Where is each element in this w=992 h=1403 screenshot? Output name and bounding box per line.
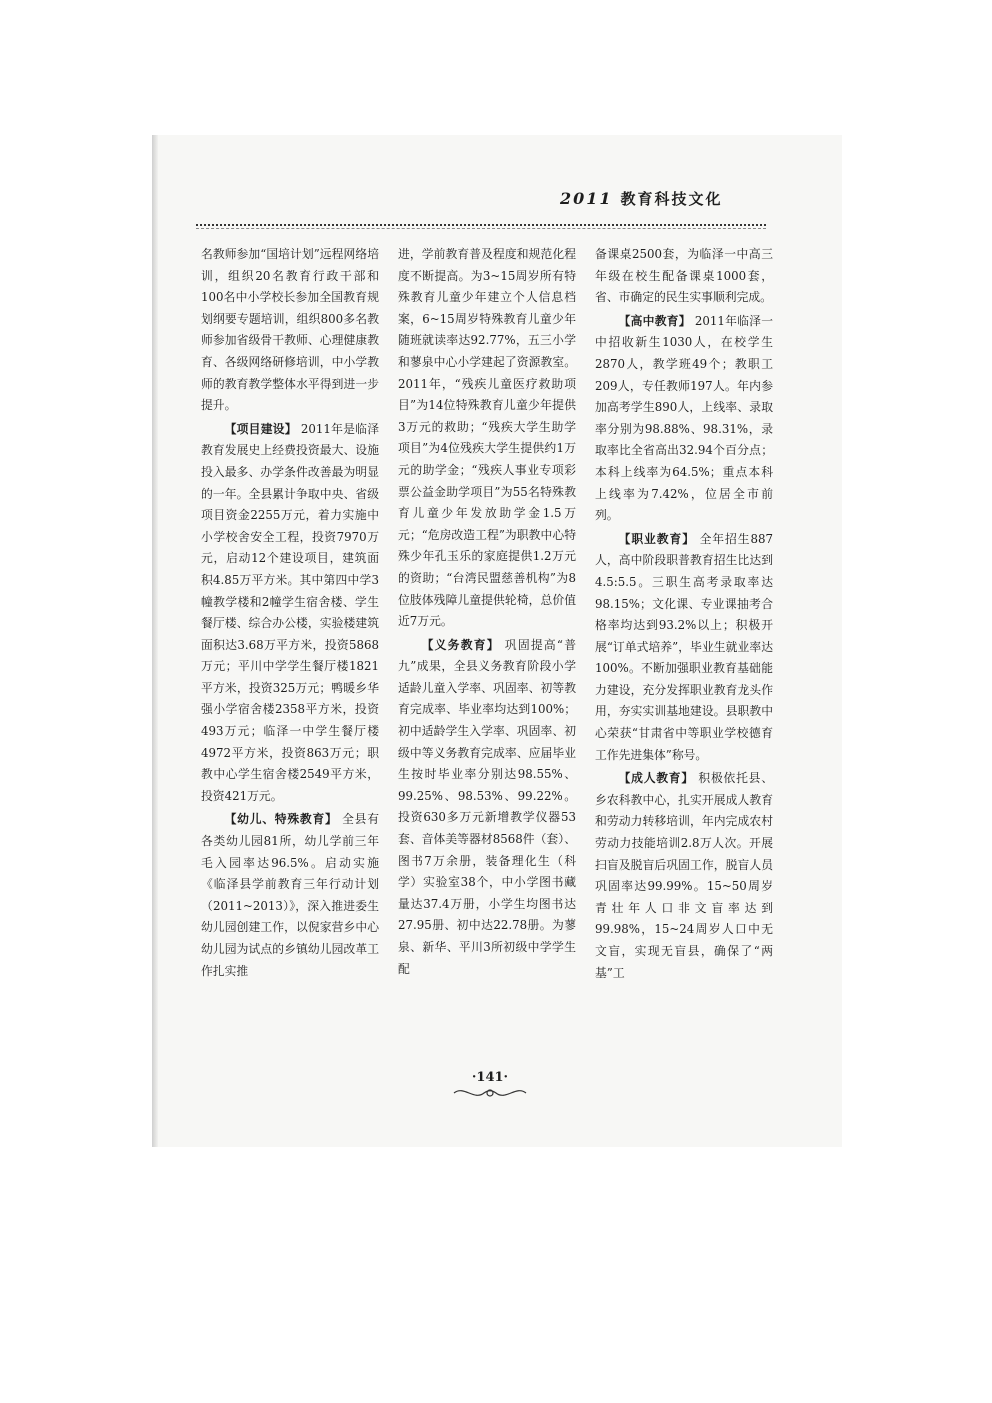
text-column-3 [595,244,773,984]
paragraph-body: 全年招生887人，高中阶段职普教育招生比达到4.5:5.5。三职生高考录取率达98.15%；文化课、专业课抽考合格率均达到93.2%以上；积极开展“订单式培养”，毕业生就业率达100%。不断加强职业教育基础能力建设，充分发挥职业教育龙头作用，夯实实训基地建设。县职教中心荣获“甘肃省中等职业学校德育工作先进集体”称号。 [595,531,773,762]
paragraph [595,529,773,767]
section-heading: 【义务教育】 [421,637,500,652]
paragraph-body: 2011年临泽一中招收新生1030人，在校学生2870人，教学班49个；教职工209人，专任教师197人。年内参加高考学生890人，上线率、录取率分别为98.88%、98.31%，录取率比全省高出32.94个百分点；本科上线率为64.5%；重点本科上线率为7.42%，位居全市前列。 [595,313,773,523]
header-title: 教育科技文化 [620,190,723,208]
paragraph: 备课桌2500套，为临泽一中高三年级在校生配备课桌1000套，省、市确定的民生实事顺利完成。 [595,247,773,305]
footer-ornament-icon [450,1085,530,1101]
header-divider [196,224,766,226]
section-heading: 【职业教育】 [618,531,695,546]
paragraph: 名教师参加“国培计划”远程网络培训，组织20名教育行政干部和100名中小学校长参加全国教育规划纲要专题培训，组织800多名教师参加省级骨干教师、心理健康教育、各级网络研修培训，中小学教师的教育教学整体水平得到进一步提升。 [201,247,379,413]
section-heading: 【幼儿、特殊教育】 [224,812,338,827]
header-year: 2011 [560,189,613,208]
text-column-2 [398,244,576,980]
section-heading: 【高中教育】 [618,313,691,328]
running-header [560,188,772,218]
paragraph [201,419,379,808]
paragraph-body: 巩固提高“普九”成果，全县义务教育阶段小学适龄儿童入学率、巩固率、初等教育完成率、毕业率均达到100%；初中适龄学生入学率、巩固率、初级中等义务教育完成率、应届毕业生按时毕业率分别达98.55%、99.25%、98.53%、99.22%。投资630多万元新增教学仪器53套、音体美等器材8568件（套）、图书7万余册，装备理化生（科学）实验室38个，中小学图书藏量达37.4万册，小学生均图书达27.95册、初中达22.78册。为蓼泉、新华、平川3所初级中学学生配 [398,637,577,976]
paragraph [201,809,379,982]
paragraph: 进，学前教育普及程度和规范化程度不断提高。为3~15周岁所有特殊教育儿童少年建立个人信息档案，6~15周岁特殊教育儿童少年随班就读率达92.77%，五三小学和蓼泉中心小学建起了资源教室。2011年，“残疾儿童医疗救助项目”为14位特殊教育儿童少年提供3万元的救助；“残疾大学生助学项目”为4位残疾大学生提供约1万元的助学金；“残疾人事业专项彩票公益金助学项目”为55名特殊教育儿童少年发放助学金1.5万元；“危房改造工程”为职教中心特殊少年孔玉乐的家庭提供1.2万元的资助；“台湾民盟慈善机构”为8位肢体残障儿童提供轮椅，总价值近7万元。 [398,247,576,629]
page-number: ·141· [471,1070,509,1085]
section-heading: 【项目建设】 [224,421,297,436]
paragraph [595,311,773,527]
paragraph [398,635,576,981]
paragraph [595,768,773,984]
section-heading: 【成人教育】 [618,771,694,786]
text-column-1 [201,244,379,982]
paragraph-body: 全县有各类幼儿园81所，幼儿学前三年毛入园率达96.5%。启动实施《临泽县学前教育三年行动计划（2011~2013）》，深入推进委生幼儿园创建工作，以倪家营乡中心幼儿园为试点的乡镇幼儿园改革工作扎实推 [201,812,379,978]
page-spine-shadow [152,135,158,1147]
paragraph-body: 积极依托县、乡农科教中心，扎实开展成人教育和劳动力转移培训，年内完成农村劳动力技能培训2.8万人次。开展扫盲及脱盲后巩固工作，脱盲人员巩固率达99.99%。15~50周岁青壮年人口非文盲率达到99.98%，15~24周岁人口中无文盲，实现无盲县，确保了“两基”工 [595,771,773,980]
header-divider-secondary [196,228,766,229]
paragraph-body: 2011年是临泽教育发展史上经费投资最大、设施投入最多、办学条件改善最为明显的一年。全县累计争取中央、省级项目资金2255万元，着力实施中小学校舍安全工程，投资7970万元，启动12个建设项目，建筑面积4.85万平方米。其中第四中学3幢教学楼和2幢学生宿舍楼、学生餐厅楼、综合办公楼，实验楼建筑面积达3.68万平方米，投资5868万元；平川中学学生餐厅楼1821平方米，投资325万元；鸭暖乡华强小学宿舍楼2358平方米，投资493万元；临泽一中学生餐厅楼4972平方米，投资863万元；职教中心学生宿舍楼2549平方米，投资421万元。 [201,421,379,803]
